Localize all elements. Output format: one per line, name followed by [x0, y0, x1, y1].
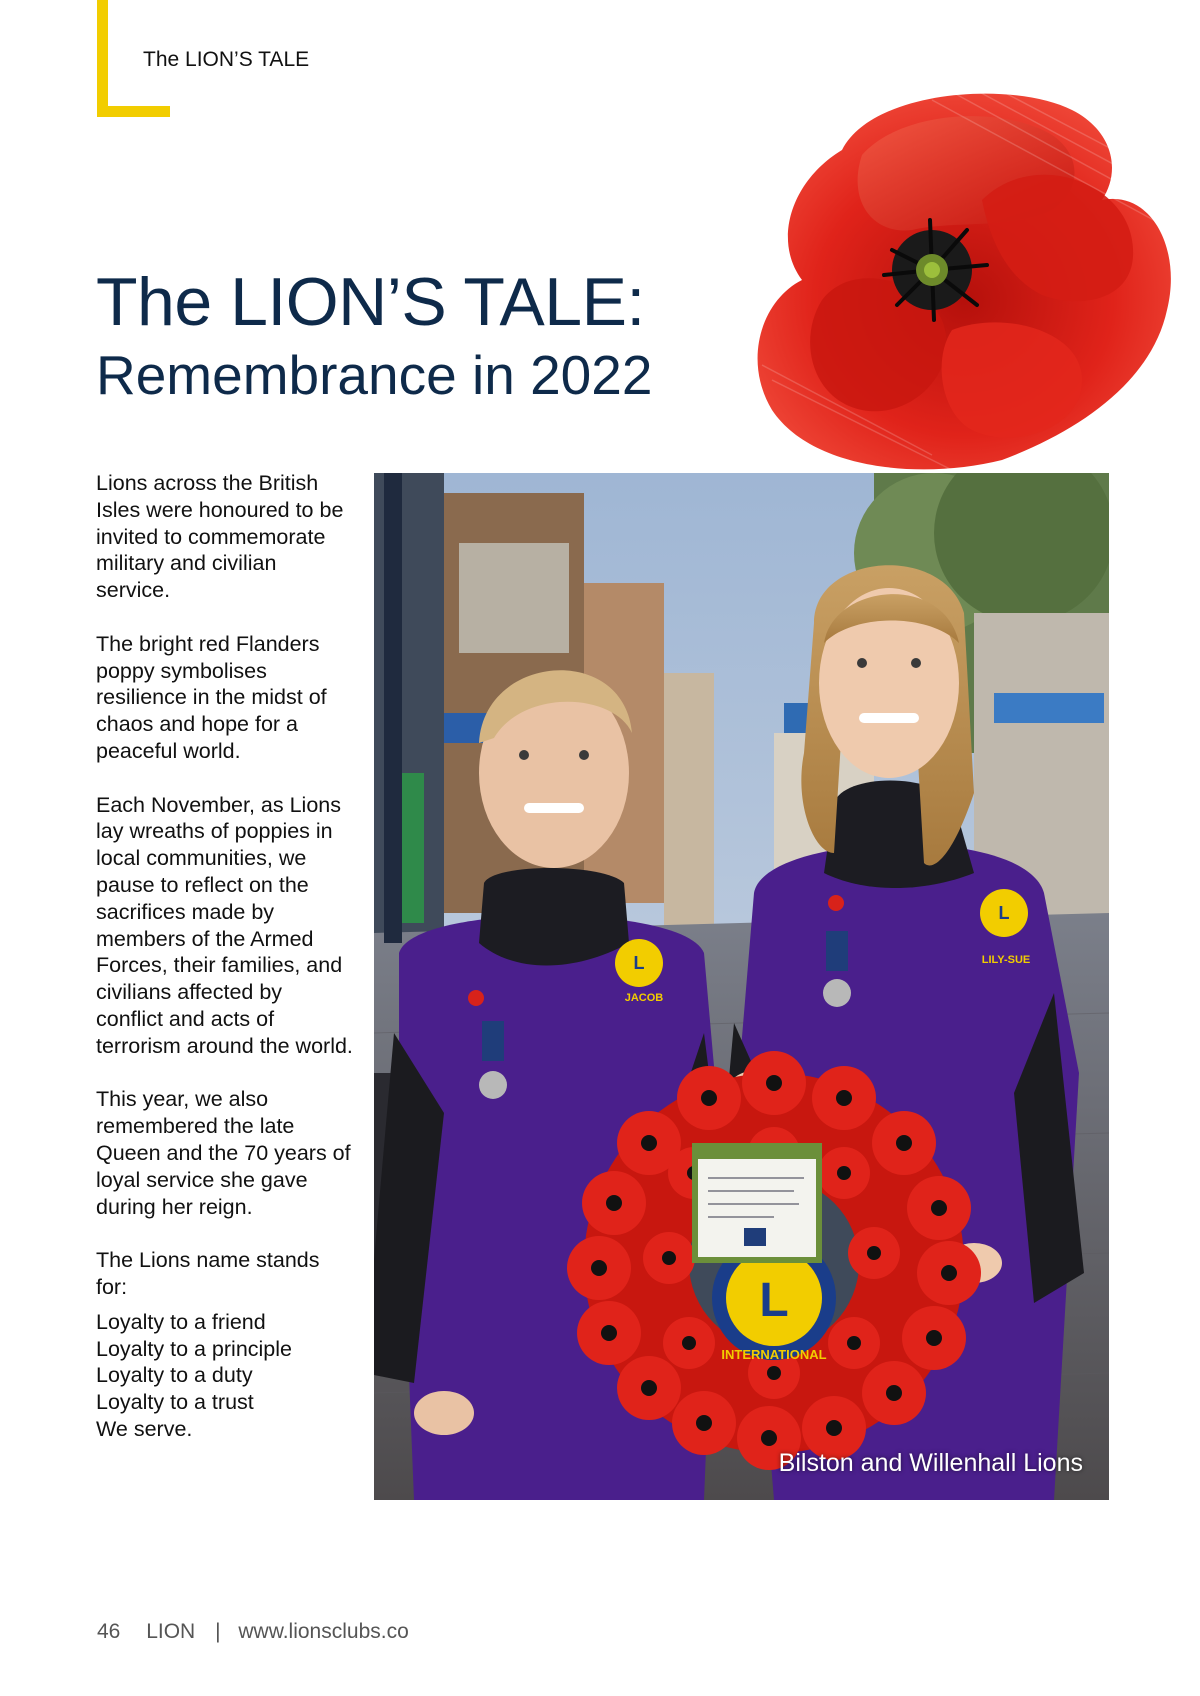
wreath-badge-text: INTERNATIONAL — [721, 1347, 827, 1362]
lions-motto-list — [96, 1309, 354, 1443]
footer-separator: | — [215, 1620, 221, 1643]
svg-text:L: L — [998, 903, 1010, 923]
page-title: The LION’S TALE: — [96, 264, 645, 340]
magazine-name: LION — [146, 1620, 196, 1643]
running-head: The LION’S TALE — [143, 48, 310, 71]
corner-accent-vertical — [97, 0, 108, 117]
svg-text:L: L — [759, 1274, 789, 1327]
paragraph: Lions across the British Isles were honoured to be invited to commemorate military and civilian service. — [96, 471, 344, 603]
shirt-name-right: LILY-SUE — [981, 954, 1031, 966]
paragraph: The bright red Flanders poppy symbolises resilience in the midst of chaos and hope for a peaceful world. — [96, 631, 327, 763]
photo-caption: Bilston and Willenhall Lions — [778, 1449, 1083, 1477]
paragraph: The Lions name stands for: — [96, 1248, 320, 1299]
article-body — [96, 470, 354, 1443]
corner-accent-horizontal — [97, 106, 170, 117]
page-number: 46 — [97, 1620, 121, 1643]
motto-item: Loyalty to a duty — [96, 1363, 253, 1388]
paragraph: Each November, as Lions lay wreaths of poppies in local communities, we pause to reflect on the sacrifices made by members of the Armed Forces, their families, and civilians affected by conflict and acts of terrorism around the world. — [96, 792, 353, 1058]
poppy-illustration — [752, 80, 1182, 480]
paragraph: This year, we also remembered the late Queen and the 70 years of loyal service she gave during her reign. — [96, 1087, 351, 1219]
photo-lions-wreath — [374, 473, 1109, 1500]
shirt-name-left: JACOB — [624, 992, 664, 1004]
motto-item: Loyalty to a principle — [96, 1336, 292, 1361]
page-footer — [97, 1620, 419, 1644]
motto-item: We serve. — [96, 1416, 193, 1441]
motto-item: Loyalty to a friend — [96, 1309, 266, 1334]
footer-url[interactable]: www.lionsclubs.co — [238, 1620, 409, 1643]
svg-text:L: L — [633, 953, 645, 973]
page-subtitle: Remembrance in 2022 — [96, 344, 653, 406]
motto-item: Loyalty to a trust — [96, 1390, 254, 1415]
